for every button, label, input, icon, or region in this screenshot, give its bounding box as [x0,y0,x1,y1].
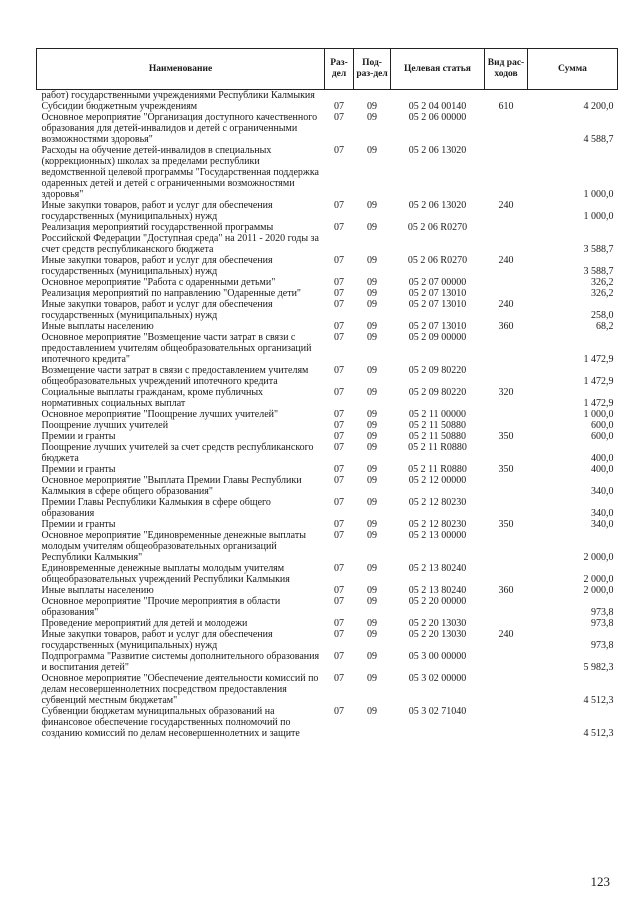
row-razdel: 07 [334,497,344,508]
row-name: Социальные выплаты гражданам, кроме публичных нормативных социальных выплат [41,387,264,409]
row-podrazdel: 09 [367,596,377,607]
row-sum: 3 588,7 [583,244,614,255]
table-row [37,255,618,277]
row-podrazdel: 09 [367,409,377,420]
row-razdel: 07 [334,112,344,123]
row-podrazdel: 09 [367,332,377,343]
row-podrazdel: 09 [367,519,377,530]
row-name: Основное мероприятие "Прочие мероприятия в области образования" [41,596,281,618]
row-name: Реализация мероприятий по направлению "Одаренные дети" [41,288,302,299]
row-target: 05 2 07 13010 [408,288,467,299]
row-vid [485,651,528,673]
table-row [37,409,618,420]
row-vid: 240 [498,299,514,310]
row-name: Проведение мероприятий для детей и молодежи [41,618,248,629]
row-vid [485,530,528,563]
header-vid: Вид рас-ходов [485,49,528,90]
row-target: 05 2 07 13010 [408,321,467,332]
row-vid [485,442,528,464]
table-row [37,431,618,442]
table-row [37,673,618,706]
row-razdel: 07 [334,618,344,629]
row-target: 05 2 07 13010 [408,299,467,310]
table-row [37,200,618,222]
row-podrazdel: 09 [367,464,377,475]
row-target: 05 2 13 80240 [408,585,467,596]
row-podrazdel: 09 [367,651,377,662]
row-podrazdel: 09 [367,442,377,453]
row-vid [485,145,528,200]
row-vid [485,475,528,497]
row-target: 05 3 02 00000 [408,673,467,684]
row-sum: 1 000,0 [583,211,614,222]
row-vid: 320 [498,387,514,398]
header-name: Наименование [37,49,325,90]
row-name: Премии и гранты [41,464,116,475]
row-name: Иные выплаты населению [41,321,154,332]
row-vid [485,618,528,629]
row-target: 05 3 00 00000 [408,651,467,662]
row-name: Субвенции бюджетам муниципальных образований на финансовое обеспечение государственных полномочий по созданию комиссий по делам несовершеннолетних и защите [41,706,300,739]
row-razdel: 07 [334,563,344,574]
row-razdel: 07 [334,299,344,310]
row-podrazdel: 09 [367,431,377,442]
row-razdel: 07 [334,629,344,640]
row-sum: 4 512,3 [583,695,614,706]
table-row [37,112,618,145]
row-razdel: 07 [334,200,344,211]
row-podrazdel: 09 [367,288,377,299]
table-row [37,387,618,409]
table-row [37,519,618,530]
row-target: 05 2 13 80240 [408,563,467,574]
row-razdel: 07 [334,673,344,684]
row-vid [485,673,528,706]
row-razdel: 07 [334,365,344,376]
row-sum: 1 000,0 [583,409,614,420]
row-target: 05 2 11 50880 [408,420,467,431]
row-name: Основное мероприятие "Выплата Премии Главы Республики Калмыкия в сфере общего образования" [41,475,302,497]
row-name: Единовременные денежные выплаты молодым учителям общеобразовательных учреждений Республики Калмыкия [41,563,290,585]
row-vid [485,90,528,102]
row-razdel: 07 [334,101,344,112]
table-row [37,497,618,519]
row-target: 05 2 06 R0270 [407,222,468,233]
row-name: Иные закупки товаров, работ и услуг для обеспечения государственных (муниципальных) нужд [41,299,273,321]
row-target: 05 2 12 80230 [408,497,467,508]
row-podrazdel: 09 [367,101,377,112]
row-target: 05 2 11 R0880 [408,442,467,453]
row-sum: 400,0 [591,464,614,475]
row-razdel: 07 [334,145,344,156]
row-name: Подпрограмма "Развитие системы дополнительного образования и воспитания детей" [41,651,320,673]
row-sum: 4 512,3 [583,728,614,739]
row-razdel: 07 [334,651,344,662]
row-podrazdel: 09 [367,277,377,288]
row-sum: 973,8 [591,607,614,618]
row-name: Основное мероприятие "Работа с одаренными детьми" [41,277,276,288]
table-row [37,618,618,629]
row-podrazdel: 09 [367,706,377,717]
row-sum: 5 982,3 [583,662,614,673]
row-name: Премии и гранты [41,431,116,442]
row-razdel: 07 [334,420,344,431]
row-name: Поощрение лучших учителей [41,420,169,431]
table-row [37,332,618,365]
budget-table [36,48,618,739]
row-target: 05 2 11 50880 [408,431,467,442]
row-sum: 1 472,9 [583,376,614,387]
row-sum: 2 000,0 [583,552,614,563]
row-vid: 350 [498,464,514,475]
row-vid: 610 [498,101,514,112]
table-body [37,90,618,740]
table-row [37,629,618,651]
row-target: 05 3 02 71040 [408,706,467,717]
row-razdel: 07 [334,519,344,530]
table-row [37,90,618,102]
row-sum: 68,2 [596,321,614,332]
row-vid [485,112,528,145]
row-name: Реализация мероприятий государственной программы Российской Федерации "Доступная среда" на 2011 - 2020 годы за счет средств республиканского бюджета [41,222,319,255]
row-podrazdel: 09 [367,365,377,376]
row-podrazdel: 09 [367,475,377,486]
table-row [37,464,618,475]
table-row [37,563,618,585]
header-podrazdel: Под-раз-дел [354,49,391,90]
row-razdel: 07 [334,442,344,453]
row-sum: 1 000,0 [583,189,614,200]
row-podrazdel: 09 [367,222,377,233]
page-number: 123 [590,874,610,889]
table-row [37,706,618,739]
header-sum: Сумма [528,49,618,90]
row-sum: 258,0 [591,310,614,321]
table-row [37,101,618,112]
row-podrazdel: 09 [367,255,377,266]
table-row [37,145,618,200]
row-razdel: 07 [334,332,344,343]
row-sum: 600,0 [591,431,614,442]
row-target: 05 2 04 00140 [408,101,467,112]
row-vid [485,409,528,420]
table-row [37,222,618,255]
row-vid [485,596,528,618]
row-vid [485,497,528,519]
row-sum: 973,8 [591,618,614,629]
header-razdel: Раз-дел [325,49,354,90]
row-razdel: 07 [334,706,344,717]
row-razdel: 07 [334,596,344,607]
row-name: Основное мероприятие "Организация доступного качественного образования для детей-инвалидов и детей с ограниченными возможностями здоровья" [41,112,318,145]
table-row [37,530,618,563]
row-target: 05 2 09 80220 [408,387,467,398]
row-razdel: 07 [334,530,344,541]
row-target: 05 2 20 13030 [408,629,467,640]
row-name: Иные закупки товаров, работ и услуг для обеспечения государственных (муниципальных) нужд [41,200,273,222]
row-vid: 240 [498,629,514,640]
table-row [37,288,618,299]
row-podrazdel: 09 [367,299,377,310]
row-podrazdel: 09 [367,530,377,541]
row-sum: 326,2 [591,277,614,288]
row-razdel: 07 [334,321,344,332]
row-podrazdel: 09 [367,112,377,123]
row-podrazdel: 09 [367,200,377,211]
row-podrazdel: 09 [367,420,377,431]
row-name: Расходы на обучение детей-инвалидов в специальных (коррекционных) школах за пределами республики ведомственной целевой программы "Государственная поддержка одаренных детей и детей с ограниченными возможностями здоровья" [41,145,319,200]
row-podrazdel: 09 [367,563,377,574]
row-podrazdel: 09 [367,629,377,640]
row-target: 05 2 06 13020 [408,145,467,156]
table-row [37,596,618,618]
row-razdel [325,90,354,102]
row-sum: 340,0 [591,519,614,530]
row-razdel: 07 [334,277,344,288]
row-name: Иные закупки товаров, работ и услуг для обеспечения государственных (муниципальных) нужд [41,255,273,277]
row-target: 05 2 20 13030 [408,618,467,629]
row-target: 05 2 11 00000 [408,409,467,420]
row-vid [485,420,528,431]
row-razdel: 07 [334,431,344,442]
row-target: 05 2 07 00000 [408,277,467,288]
row-sum: 400,0 [591,453,614,464]
row-name: Субсидии бюджетным учреждениям [41,101,198,112]
row-vid [485,222,528,255]
row-vid: 240 [498,255,514,266]
row-vid [485,277,528,288]
table-row [37,651,618,673]
table-row [37,365,618,387]
row-name: работ) государственными учреждениями Республики Калмыкия [41,90,315,101]
row-podrazdel [354,90,391,102]
row-target: 05 2 09 80220 [408,365,467,376]
table-row [37,277,618,288]
table-row [37,475,618,497]
row-sum: 973,8 [591,640,614,651]
row-sum [528,90,618,102]
row-podrazdel: 09 [367,321,377,332]
row-target: 05 2 12 00000 [408,475,467,486]
row-razdel: 07 [334,288,344,299]
row-name: Премии Главы Республики Калмыкия в сфере общего образования [41,497,271,519]
row-sum: 340,0 [591,486,614,497]
row-sum: 4 588,7 [583,134,614,145]
table-row [37,442,618,464]
row-name: Возмещение части затрат в связи с предоставлением учителям общеобразовательных учреждений ипотечного кредита [41,365,309,387]
row-target: 05 2 06 13020 [408,200,467,211]
row-vid: 360 [498,321,514,332]
row-target: 05 2 11 R0880 [408,464,467,475]
row-razdel: 07 [334,475,344,486]
row-podrazdel: 09 [367,585,377,596]
row-podrazdel: 09 [367,145,377,156]
row-razdel: 07 [334,255,344,266]
row-target: 05 2 06 00000 [408,112,467,123]
row-razdel: 07 [334,409,344,420]
row-vid: 350 [498,431,514,442]
row-sum: 2 000,0 [583,585,614,596]
row-sum: 2 000,0 [583,574,614,585]
row-razdel: 07 [334,222,344,233]
row-name: Основное мероприятие "Возмещение части затрат в связи с предоставлением учителям общеобразовательных организаций ипотечного кредита" [41,332,312,365]
row-sum: 340,0 [591,508,614,519]
row-podrazdel: 09 [367,618,377,629]
row-name: Основное мероприятие "Поощрение лучших учителей" [41,409,279,420]
row-target [391,90,485,102]
row-target: 05 2 06 R0270 [407,255,468,266]
row-target: 05 2 20 00000 [408,596,467,607]
row-vid: 350 [498,519,514,530]
row-sum: 600,0 [591,420,614,431]
row-sum: 3 588,7 [583,266,614,277]
table-row [37,321,618,332]
row-vid [485,288,528,299]
row-name: Основное мероприятие "Обеспечение деятельности комиссий по делам несовершеннолетних посредством предоставления субвенций местным бюджетам" [41,673,319,706]
row-name: Премии и гранты [41,519,116,530]
table-row [37,585,618,596]
row-name: Основное мероприятие "Единовременные денежные выплаты молодым учителям общеобразовательных организаций Республики Калмыкия" [41,530,306,563]
row-vid [485,365,528,387]
row-vid: 240 [498,200,514,211]
row-vid [485,706,528,739]
row-target: 05 2 12 80230 [408,519,467,530]
row-sum: 4 200,0 [583,101,614,112]
table-row [37,299,618,321]
row-target: 05 2 09 00000 [408,332,467,343]
row-razdel: 07 [334,464,344,475]
row-sum: 326,2 [591,288,614,299]
row-vid: 360 [498,585,514,596]
row-name: Иные закупки товаров, работ и услуг для обеспечения государственных (муниципальных) нужд [41,629,273,651]
header-target: Целевая статья [391,49,485,90]
table-row [37,420,618,431]
row-name: Иные выплаты населению [41,585,154,596]
row-razdel: 07 [334,387,344,398]
row-sum: 1 472,9 [583,398,614,409]
row-vid [485,563,528,585]
row-sum: 1 472,9 [583,354,614,365]
row-podrazdel: 09 [367,497,377,508]
row-podrazdel: 09 [367,387,377,398]
table-header [37,49,618,90]
row-vid [485,332,528,365]
row-podrazdel: 09 [367,673,377,684]
row-razdel: 07 [334,585,344,596]
row-name: Поощрение лучших учителей за счет средств республиканского бюджета [41,442,314,464]
row-target: 05 2 13 00000 [408,530,467,541]
